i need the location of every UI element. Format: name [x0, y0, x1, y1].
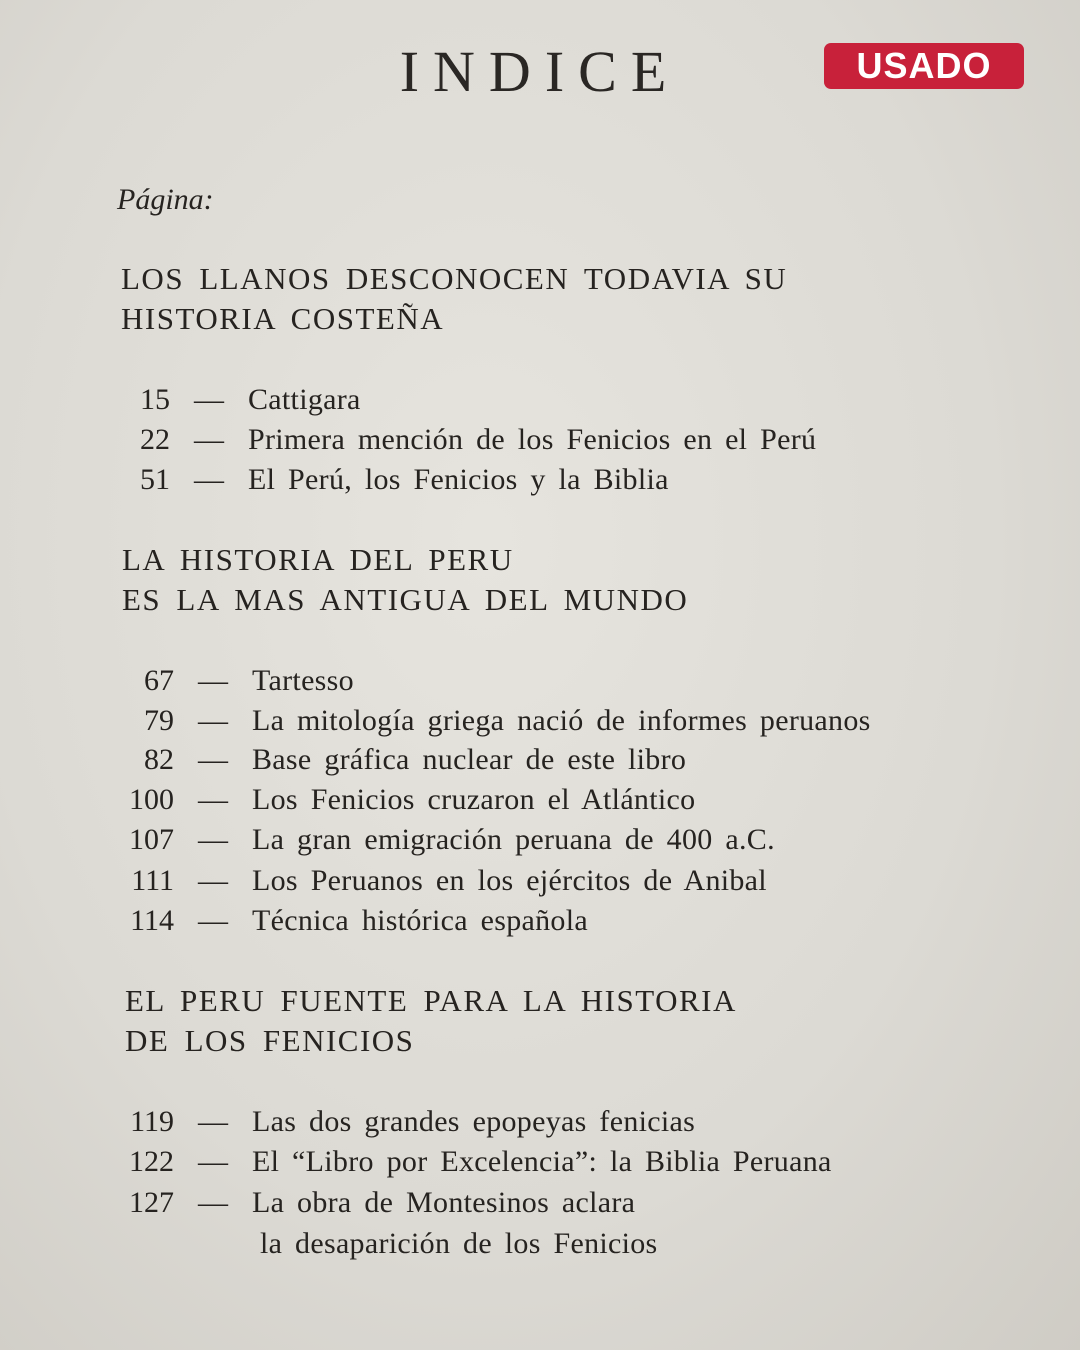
entry-title: Base gráfica nuclear de este libro: [252, 743, 687, 776]
index-entry: [100, 380, 361, 420]
entry-dash: —: [198, 783, 228, 816]
entry-page-number: 107: [129, 823, 174, 856]
used-badge: USADO: [824, 43, 1024, 89]
section-title-line: LA HISTORIA DEL PERU: [122, 542, 514, 577]
entry-dash: —: [198, 1186, 228, 1219]
entry-dash: —: [194, 463, 224, 496]
section-title-line: LOS LLANOS DESCONOCEN TODAVIA SU: [121, 261, 788, 296]
entry-dash: —: [194, 383, 224, 416]
entry-dash: —: [198, 1145, 228, 1178]
bleed-through-texture: [240, 190, 860, 224]
index-title: INDICE: [399, 39, 681, 104]
entry-page-number: 79: [144, 704, 174, 737]
section-title-line: HISTORIA COSTEÑA: [121, 301, 445, 336]
entry-title: El “Libro por Excelencia”: la Biblia Peruana: [252, 1145, 832, 1178]
entry-dash: —: [198, 743, 228, 776]
entry-dash: —: [198, 704, 228, 737]
entry-page-number: 15: [140, 383, 170, 416]
index-entry: [104, 901, 588, 941]
section-title-line: DE LOS FENICIOS: [125, 1023, 415, 1058]
index-entry: [100, 460, 669, 500]
entry-dash: —: [198, 664, 228, 697]
entry-title: La obra de Montesinos aclara: [252, 1186, 636, 1219]
section-title-line: ES LA MAS ANTIGUA DEL MUNDO: [122, 582, 689, 617]
section-title-line: EL PERU FUENTE PARA LA HISTORIA: [125, 983, 737, 1018]
entry-title-continuation: la desaparición de los Fenicios: [260, 1227, 658, 1260]
entry-dash: —: [198, 1105, 228, 1138]
section-title: [121, 259, 787, 339]
index-entry: [104, 740, 686, 780]
entry-title: La gran emigración peruana de 400 a.C.: [252, 823, 775, 856]
entry-title: El Perú, los Fenicios y la Biblia: [248, 463, 669, 496]
index-entry: [104, 820, 775, 860]
entry-dash: —: [198, 864, 228, 897]
entry-title: Los Peruanos en los ejércitos de Anibal: [252, 864, 767, 897]
entry-dash: —: [194, 423, 224, 456]
entry-title: Tartesso: [252, 664, 354, 697]
entry-title: La mitología griega nació de informes peruanos: [252, 704, 871, 737]
index-entry: [104, 1102, 695, 1142]
index-entry: [104, 701, 871, 741]
entry-page-number: 122: [129, 1145, 174, 1178]
index-entry: [104, 661, 354, 701]
entry-page-number: 100: [129, 783, 174, 816]
entry-page-number: 111: [131, 864, 174, 897]
index-entry: [100, 420, 816, 460]
index-entry: [104, 780, 695, 820]
entry-title: Las dos grandes epopeyas fenicias: [252, 1105, 696, 1138]
section-title: [125, 981, 737, 1061]
index-entry: [104, 1142, 832, 1182]
entry-page-number: 51: [140, 463, 170, 496]
entry-dash: —: [198, 904, 228, 937]
entry-dash: —: [198, 823, 228, 856]
entry-page-number: 67: [144, 664, 174, 697]
entry-page-number: 119: [130, 1105, 174, 1138]
entry-page-number: 114: [130, 904, 174, 937]
entry-title: Cattigara: [248, 383, 361, 416]
page-column-label: Página:: [117, 183, 214, 216]
entry-page-number: 82: [144, 743, 174, 776]
entry-page-number: 22: [140, 423, 170, 456]
index-entry: [104, 1183, 635, 1223]
entry-page-number: 127: [129, 1186, 174, 1219]
entry-title: Primera mención de los Fenicios en el Perú: [248, 423, 817, 456]
entry-title: Técnica histórica española: [252, 904, 588, 937]
section-title: [122, 540, 688, 620]
index-entry: [104, 861, 767, 901]
entry-title: Los Fenicios cruzaron el Atlántico: [252, 783, 696, 816]
